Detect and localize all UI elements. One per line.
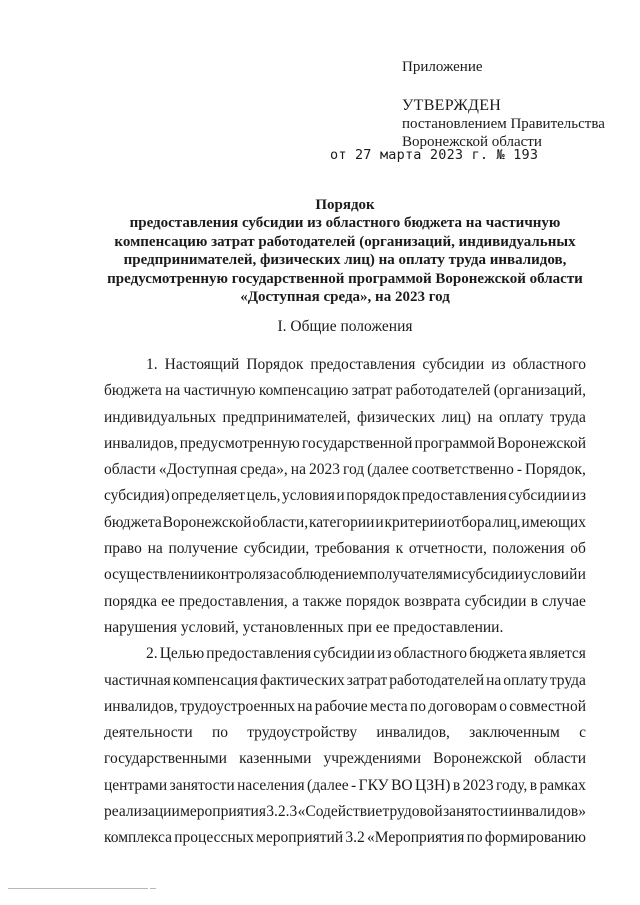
word: Настоящий	[164, 356, 240, 373]
word: деятельности	[104, 724, 193, 742]
word: осуществлении	[104, 566, 207, 584]
word: казенными	[239, 750, 312, 768]
word: является	[528, 645, 586, 663]
title-line: предусмотренную государственной программой Воронежской области	[107, 270, 583, 287]
approval-block	[402, 58, 605, 151]
word: труда	[549, 671, 586, 689]
word: за	[266, 566, 280, 584]
paragraph-1	[104, 352, 586, 641]
word: и	[336, 487, 345, 505]
word: мероприятия	[180, 803, 266, 821]
word: условий	[523, 566, 578, 584]
word: трудоустроенных	[179, 697, 296, 715]
word: Целью	[159, 645, 205, 663]
text-line	[104, 799, 586, 825]
word: в	[530, 592, 538, 610]
word: предоставления,	[179, 592, 288, 610]
word: возврата	[404, 592, 461, 610]
word: 3.2.3	[266, 803, 298, 821]
title-line: предпринимателей, физических лиц) на оплату труда инвалидов,	[123, 252, 567, 269]
word: отчетности,	[408, 540, 487, 558]
word: места	[369, 697, 408, 715]
word: по	[211, 724, 228, 742]
word: о	[499, 697, 507, 715]
word: на	[486, 671, 502, 689]
word: году,	[496, 776, 528, 794]
text-run: нарушения условий, установленных при ее предоставлении.	[104, 618, 504, 636]
word: занятости	[443, 803, 509, 821]
word: имеющих	[521, 513, 586, 531]
word: ГКУ	[358, 776, 389, 794]
word: порядка	[104, 592, 157, 610]
word: труда	[549, 408, 586, 426]
word: в	[529, 776, 538, 794]
text-line	[104, 405, 586, 431]
document-title	[104, 196, 586, 306]
scan-artifact-line	[8, 888, 148, 889]
text-line	[104, 483, 586, 509]
word: предпринимателей,	[222, 408, 351, 426]
word: договорам	[428, 697, 497, 715]
text-line	[104, 694, 586, 720]
text-line	[104, 431, 586, 457]
title-line: предоставления субсидии из областного бюджета на частичную	[129, 215, 561, 232]
word: субсидии	[313, 645, 376, 663]
word: затрат	[346, 671, 388, 689]
word: Воронежской	[433, 750, 523, 768]
word: «Содействие	[297, 803, 383, 821]
word: из	[377, 645, 392, 663]
word: 3.2	[345, 829, 365, 847]
paragraph-2	[104, 641, 586, 851]
word: бюджета	[469, 645, 527, 663]
word: государственной	[301, 434, 413, 452]
word: совместной	[509, 697, 586, 715]
word: (далее	[367, 461, 409, 479]
text-line	[104, 378, 586, 404]
word: субсидии	[422, 356, 485, 373]
title-line: «Доступная среда», на 2023 год	[240, 289, 450, 306]
text-line	[104, 562, 586, 588]
word: затрат	[351, 382, 393, 400]
word: области	[104, 461, 156, 479]
word: на	[297, 697, 313, 715]
word: работодателей	[395, 382, 491, 400]
word: по	[466, 829, 483, 847]
word: (далее	[307, 776, 349, 794]
text-line	[104, 510, 586, 536]
word: на	[477, 408, 493, 426]
word: положения	[492, 540, 565, 558]
text-line	[104, 773, 586, 799]
word: -	[516, 461, 523, 479]
word: критерии	[384, 513, 447, 531]
word: области,	[252, 513, 309, 531]
word: 2023	[462, 776, 494, 794]
word: процессных	[174, 829, 254, 847]
word: рабочие	[314, 697, 368, 715]
word: заключенным	[469, 724, 560, 742]
text-line	[104, 641, 586, 667]
word: соблюдением	[279, 566, 369, 584]
word: лиц)	[441, 408, 472, 426]
word: областного	[512, 356, 586, 373]
word: Порядок,	[525, 461, 586, 479]
word: оплату	[498, 408, 544, 426]
word: также	[302, 592, 342, 610]
word: об	[570, 540, 586, 558]
word: в	[452, 776, 461, 794]
word: условия	[281, 487, 335, 505]
word: и	[375, 513, 384, 531]
word: Воронежской	[162, 513, 252, 531]
word: получение	[168, 540, 238, 558]
word: инвалидов,	[376, 724, 450, 742]
word: центрами	[104, 776, 168, 794]
word: лиц,	[492, 513, 521, 531]
word: ВО	[391, 776, 413, 794]
word: категории	[308, 513, 375, 531]
word: субсидии	[461, 566, 524, 584]
word: определяет	[171, 487, 246, 505]
word: право	[104, 540, 142, 558]
appendix-label: Приложение	[402, 59, 483, 75]
word: компенсацию	[258, 382, 349, 400]
word: -	[351, 776, 357, 794]
word: учреждениями	[323, 750, 422, 768]
decree-date: от 27 марта 2023 г. № 193	[330, 147, 539, 163]
word: контроля	[206, 566, 267, 584]
word: из	[491, 356, 506, 373]
word: субсидии	[464, 592, 527, 610]
word: трудовой	[382, 803, 443, 821]
word: государственными	[104, 750, 227, 768]
word: предоставления	[401, 487, 507, 505]
word: на	[147, 540, 163, 558]
word: порядок	[346, 487, 401, 505]
text-line	[104, 615, 586, 641]
word: ее	[161, 592, 175, 610]
word: цель,	[246, 487, 281, 505]
approved-by-line-2: Воронежской области	[402, 134, 542, 150]
word: на	[165, 382, 181, 400]
text-line	[104, 536, 586, 562]
word: к	[395, 540, 404, 558]
word: бюджета	[104, 382, 162, 400]
word: физических	[356, 408, 436, 426]
text-line	[104, 668, 586, 694]
word: компенсация	[172, 671, 258, 689]
word: получателями	[368, 566, 462, 584]
word: требования	[314, 540, 390, 558]
word: субсидия)	[104, 487, 170, 505]
word: Порядок	[246, 356, 304, 373]
word: (организаций,	[493, 382, 586, 400]
word: «Мероприятия	[367, 829, 465, 847]
text-line	[104, 589, 586, 615]
word: субсидии	[508, 487, 571, 505]
word: инвалидов»	[508, 803, 586, 821]
word: предоставления	[310, 356, 416, 373]
word: и	[577, 566, 586, 584]
word: инвалидов,	[104, 434, 178, 452]
word: областного	[393, 645, 467, 663]
word: порядок	[345, 592, 400, 610]
word: Воронежской	[497, 434, 586, 452]
word: частичную	[183, 382, 256, 400]
word: области	[534, 750, 586, 768]
scan-artifact-dot	[150, 888, 156, 889]
word: а	[291, 592, 299, 610]
text-line	[104, 352, 586, 378]
text-line	[104, 720, 586, 746]
word: 2023	[308, 461, 340, 479]
word: индивидуальных	[104, 408, 217, 426]
section-heading: I. Общие положения	[277, 318, 413, 335]
word: оплату	[503, 671, 548, 689]
word: 2.	[146, 645, 158, 663]
word: мероприятий	[256, 829, 344, 847]
word: среда»,	[240, 461, 288, 479]
word: субсидии,	[243, 540, 310, 558]
word: случае	[542, 592, 586, 610]
word: трудоустройству	[247, 724, 358, 742]
word: инвалидов,	[104, 697, 178, 715]
word: фактических	[259, 671, 345, 689]
word: занятости	[169, 776, 235, 794]
word: из	[571, 487, 586, 505]
word: 1.	[146, 356, 158, 373]
word: с	[579, 724, 586, 742]
text-line	[104, 457, 586, 483]
approved-by-line-1: постановлением Правительства	[402, 116, 605, 132]
word: соответственно	[411, 461, 514, 479]
word: бюджета	[104, 513, 162, 531]
word: формированию	[484, 829, 586, 847]
word: «Доступная	[158, 461, 238, 479]
word: год	[342, 461, 365, 479]
word: программой	[414, 434, 495, 452]
word: ЦЗН)	[415, 776, 451, 794]
title-line: Порядок	[315, 197, 375, 213]
word: работодателей	[389, 671, 485, 689]
word: рамках	[539, 776, 586, 794]
text-line	[104, 746, 586, 772]
word: по	[409, 697, 426, 715]
word: населения	[237, 776, 305, 794]
title-line: компенсацию затрат работодателей (организаций, индивидуальных	[114, 233, 576, 250]
text-line	[104, 825, 586, 851]
word: предоставления	[206, 645, 312, 663]
word: отбора	[446, 513, 492, 531]
word: частичная	[104, 671, 171, 689]
word: на	[290, 461, 306, 479]
word: предусмотренную	[179, 434, 300, 452]
document-body	[104, 352, 586, 852]
word: реализации	[104, 803, 180, 821]
approved-stamp: УТВЕРЖДЕН	[402, 97, 502, 114]
word: комплекса	[104, 829, 173, 847]
